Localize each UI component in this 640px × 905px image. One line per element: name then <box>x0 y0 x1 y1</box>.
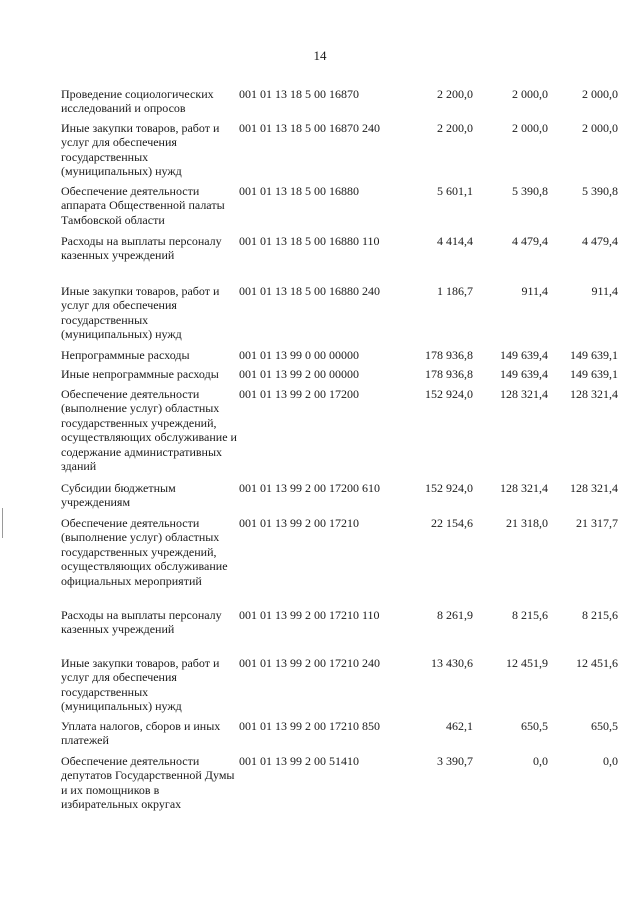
row-value-1: 3 390,7 <box>437 754 473 768</box>
row-code: 001 01 13 18 5 00 16880 240 <box>239 284 380 298</box>
row-code: 001 01 13 18 5 00 16880 <box>239 184 359 198</box>
row-name: Иные закупки товаров, работ и услуг для обеспечения государственных (муниципальных) нужд <box>61 121 220 179</box>
row-value-2: 2 000,0 <box>512 121 548 135</box>
row-value-1: 5 601,1 <box>437 184 473 198</box>
row-code: 001 01 13 99 2 00 17210 <box>239 516 359 530</box>
row-value-2: 128 321,4 <box>500 481 548 495</box>
row-name: Непрограммные расходы <box>61 348 190 362</box>
row-value-2: 5 390,8 <box>512 184 548 198</box>
row-code: 001 01 13 99 2 00 17200 610 <box>239 481 380 495</box>
row-name: Субсидии бюджетным учреждениям <box>61 481 176 510</box>
row-value-2: 21 318,0 <box>506 516 548 530</box>
row-value-3: 5 390,8 <box>582 184 618 198</box>
row-name: Уплата налогов, сборов и иных платежей <box>61 719 221 748</box>
row-value-3: 4 479,4 <box>582 234 618 248</box>
row-name: Обеспечение деятельности депутатов Государственной Думы и их помощников в избирательных округах <box>61 754 235 812</box>
row-name: Обеспечение деятельности (выполнение услуг) областных государственных учреждений, осуществляющих обслуживание официальных мероприятий <box>61 516 228 588</box>
row-value-3: 149 639,1 <box>570 367 618 381</box>
row-code: 001 01 13 18 5 00 16870 <box>239 87 359 101</box>
row-code: 001 01 13 99 0 00 00000 <box>239 348 359 362</box>
row-value-2: 2 000,0 <box>512 87 548 101</box>
row-name: Расходы на выплаты персоналу казенных учреждений <box>61 608 222 637</box>
row-value-2: 128 321,4 <box>500 387 548 401</box>
row-code: 001 01 13 99 2 00 00000 <box>239 367 359 381</box>
page-number: 14 <box>313 48 327 63</box>
row-code: 001 01 13 18 5 00 16870 240 <box>239 121 380 135</box>
row-value-2: 12 451,9 <box>506 656 548 670</box>
row-value-1: 2 200,0 <box>437 87 473 101</box>
row-value-1: 2 200,0 <box>437 121 473 135</box>
row-name: Расходы на выплаты персоналу казенных учреждений <box>61 234 222 263</box>
row-code: 001 01 13 99 2 00 51410 <box>239 754 359 768</box>
row-value-2: 149 639,4 <box>500 348 548 362</box>
row-name: Обеспечение деятельности (выполнение услуг) областных государственных учреждений, осуществляющих обслуживание и содержание административных зданий <box>61 387 237 474</box>
row-name: Иные закупки товаров, работ и услуг для обеспечения государственных (муниципальных) нужд <box>61 284 220 342</box>
row-code: 001 01 13 18 5 00 16880 110 <box>239 234 380 248</box>
row-value-2: 8 215,6 <box>512 608 548 622</box>
row-value-3: 2 000,0 <box>582 87 618 101</box>
row-value-1: 13 430,6 <box>431 656 473 670</box>
row-value-2: 149 639,4 <box>500 367 548 381</box>
row-value-1: 178 936,8 <box>425 348 473 362</box>
row-value-1: 462,1 <box>446 719 473 733</box>
scan-margin-mark <box>2 508 3 538</box>
row-code: 001 01 13 99 2 00 17210 110 <box>239 608 380 622</box>
row-value-1: 152 924,0 <box>425 387 473 401</box>
row-value-2: 4 479,4 <box>512 234 548 248</box>
row-value-3: 149 639,1 <box>570 348 618 362</box>
row-code: 001 01 13 99 2 00 17200 <box>239 387 359 401</box>
row-value-1: 152 924,0 <box>425 481 473 495</box>
row-value-1: 178 936,8 <box>425 367 473 381</box>
row-value-1: 4 414,4 <box>437 234 473 248</box>
row-value-3: 650,5 <box>591 719 618 733</box>
row-value-3: 12 451,6 <box>576 656 618 670</box>
row-value-3: 21 317,7 <box>576 516 618 530</box>
row-value-1: 8 261,9 <box>437 608 473 622</box>
row-code: 001 01 13 99 2 00 17210 850 <box>239 719 380 733</box>
row-name: Иные закупки товаров, работ и услуг для обеспечения государственных (муниципальных) нужд <box>61 656 220 714</box>
row-name: Иные непрограммные расходы <box>61 367 219 381</box>
row-name: Обеспечение деятельности аппарата Общественной палаты Тамбовской области <box>61 184 225 227</box>
row-value-1: 1 186,7 <box>437 284 473 298</box>
row-value-3: 8 215,6 <box>582 608 618 622</box>
row-name: Проведение социологических исследований и опросов <box>61 87 214 116</box>
row-value-3: 0,0 <box>603 754 618 768</box>
row-value-2: 0,0 <box>533 754 548 768</box>
row-value-3: 128 321,4 <box>570 481 618 495</box>
row-value-3: 911,4 <box>591 284 618 298</box>
row-code: 001 01 13 99 2 00 17210 240 <box>239 656 380 670</box>
row-value-1: 22 154,6 <box>431 516 473 530</box>
row-value-2: 911,4 <box>521 284 548 298</box>
row-value-3: 128 321,4 <box>570 387 618 401</box>
row-value-3: 2 000,0 <box>582 121 618 135</box>
row-value-2: 650,5 <box>521 719 548 733</box>
